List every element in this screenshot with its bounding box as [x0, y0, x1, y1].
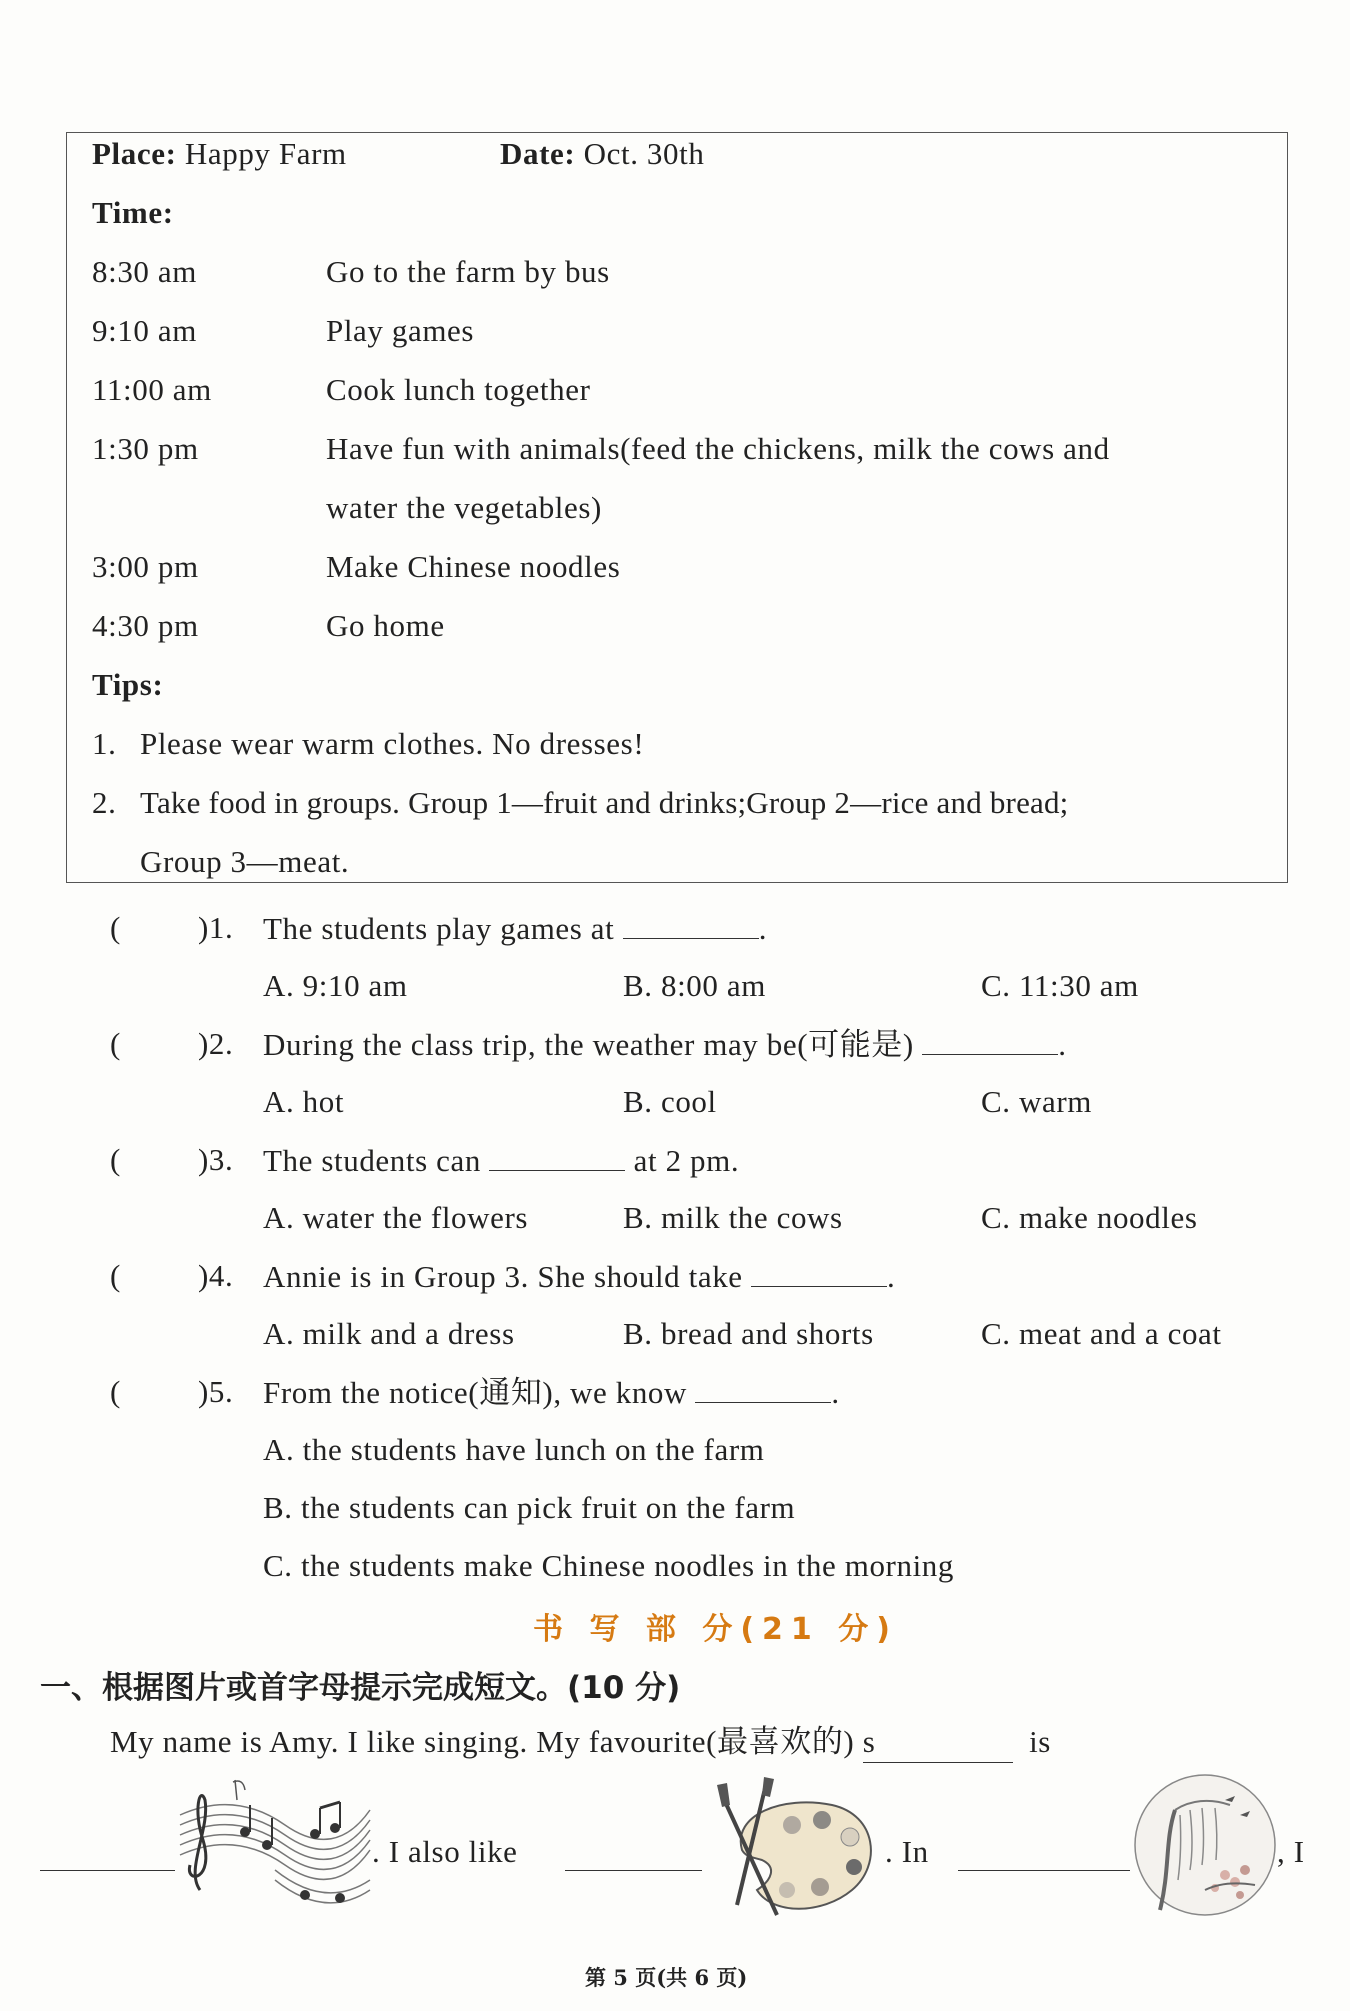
date-value: Oct. 30th — [583, 136, 705, 171]
option-b: B. 8:00 am — [623, 968, 766, 1003]
place-label: Place — [92, 136, 166, 171]
passage-text: My name is Amy. I like singing. My favourite(最喜欢的) — [110, 1724, 855, 1759]
option-a: A. water the flowers — [263, 1200, 529, 1235]
option-c: C. meat and a coat — [981, 1316, 1222, 1351]
schedule-time: 11:00 am — [92, 372, 212, 407]
option-c: C. warm — [981, 1084, 1092, 1119]
option-c: C. the students make Chinese noodles in the morning — [263, 1548, 954, 1583]
schedule-activity: Play games — [326, 313, 475, 348]
question-number: )5. — [198, 1374, 234, 1409]
tips-label: Tips — [92, 667, 153, 702]
notice-box — [66, 132, 1288, 883]
hint-blank[interactable] — [863, 1722, 1013, 1763]
time-heading: Time: — [92, 195, 174, 230]
passage-text: is — [1029, 1724, 1051, 1759]
schedule-activity: Have fun with animals(feed the chickens, milk the cows and — [326, 431, 1110, 466]
section-title: 书 写 部 分(21 分) — [533, 1612, 898, 1647]
tips-heading: Tips: — [92, 667, 164, 702]
schedule-activity: Make Chinese noodles — [326, 549, 621, 584]
answer-blank[interactable] — [695, 1372, 831, 1403]
question-stem — [263, 1140, 739, 1181]
date-line: Date: Oct. 30th — [500, 136, 705, 171]
question-stem — [263, 1372, 840, 1413]
passage-text: . In — [885, 1834, 929, 1869]
question-number: )1. — [198, 910, 234, 945]
question-end: at 2 pm. — [633, 1143, 740, 1178]
schedule-activity: Cook lunch together — [326, 372, 591, 407]
option-b: B. cool — [623, 1084, 717, 1119]
option-c: C. 11:30 am — [981, 968, 1139, 1003]
question-number: )2. — [198, 1026, 234, 1061]
question-text: Annie is in Group 3. She should take — [263, 1259, 743, 1294]
question-number: )4. — [198, 1258, 234, 1293]
passage-line-1 — [110, 1722, 1051, 1763]
tip-text: Please wear warm clothes. No dresses! — [140, 726, 645, 761]
passage-text: , I — [1277, 1834, 1305, 1869]
tip-number: 2. — [92, 785, 117, 820]
answer-blank[interactable] — [565, 1870, 702, 1871]
painting-palette-picture — [702, 1775, 882, 1925]
schedule-time: 4:30 pm — [92, 608, 199, 643]
music-notes-picture — [175, 1770, 375, 1930]
question-stem — [263, 1256, 895, 1297]
question-stem — [263, 908, 767, 949]
question-end: . — [758, 911, 768, 946]
schedule-activity-continued: water the vegetables) — [326, 490, 602, 525]
option-b: B. the students can pick fruit on the farm — [263, 1490, 796, 1525]
question-end: . — [1058, 1027, 1067, 1062]
tip-text: Take food in groups. Group 1—fruit and drinks;Group 2—rice and bread; — [140, 785, 1069, 820]
option-a: A. hot — [263, 1084, 345, 1119]
schedule-time: 1:30 pm — [92, 431, 199, 466]
answer-blank[interactable] — [751, 1256, 887, 1287]
place-line: Place: Happy Farm — [92, 136, 347, 171]
option-a: A. the students have lunch on the farm — [263, 1432, 765, 1467]
answer-blank[interactable] — [489, 1140, 625, 1171]
answer-paren: ( — [110, 910, 121, 945]
answer-blank[interactable] — [958, 1870, 1130, 1871]
answer-paren: ( — [110, 1026, 121, 1061]
answer-blank[interactable] — [922, 1024, 1058, 1055]
date-label: Date — [500, 136, 565, 171]
answer-blank[interactable] — [623, 908, 759, 939]
question-text: The students play games at — [263, 911, 615, 946]
question-number: )3. — [198, 1142, 234, 1177]
place-value: Happy Farm — [184, 136, 347, 171]
schedule-activity: Go to the farm by bus — [326, 254, 610, 289]
question-text: The students can — [263, 1143, 481, 1178]
option-b: B. milk the cows — [623, 1200, 843, 1235]
option-a: A. 9:10 am — [263, 968, 408, 1003]
answer-blank[interactable] — [40, 1870, 175, 1871]
page-footer: 第 5 页(共 6 页) — [585, 1965, 748, 1990]
option-a: A. milk and a dress — [263, 1316, 515, 1351]
schedule-time: 9:10 am — [92, 313, 197, 348]
question-text: During the class trip, the weather may be(可能是) — [263, 1027, 914, 1062]
option-c: C. make noodles — [981, 1200, 1198, 1235]
schedule-activity: Go home — [326, 608, 445, 643]
question-end: . — [831, 1375, 840, 1410]
question-end: . — [887, 1259, 896, 1294]
tip-number: 1. — [92, 726, 117, 761]
schedule-time: 3:00 pm — [92, 549, 199, 584]
spring-tree-picture — [1130, 1770, 1280, 1920]
time-label: Time — [92, 195, 163, 230]
answer-paren: ( — [110, 1374, 121, 1409]
question-stem — [263, 1024, 1067, 1065]
passage-text: . I also like — [372, 1834, 518, 1869]
question-text: From the notice(通知), we know — [263, 1375, 688, 1410]
schedule-time: 8:30 am — [92, 254, 197, 289]
option-b: B. bread and shorts — [623, 1316, 874, 1351]
part-one-title: 一、根据图片或首字母提示完成短文。(10 分) — [40, 1670, 681, 1706]
answer-paren: ( — [110, 1142, 121, 1177]
tip-text-continued: Group 3—meat. — [140, 844, 350, 879]
first-letter-hint: s — [862, 1724, 876, 1759]
answer-paren: ( — [110, 1258, 121, 1293]
